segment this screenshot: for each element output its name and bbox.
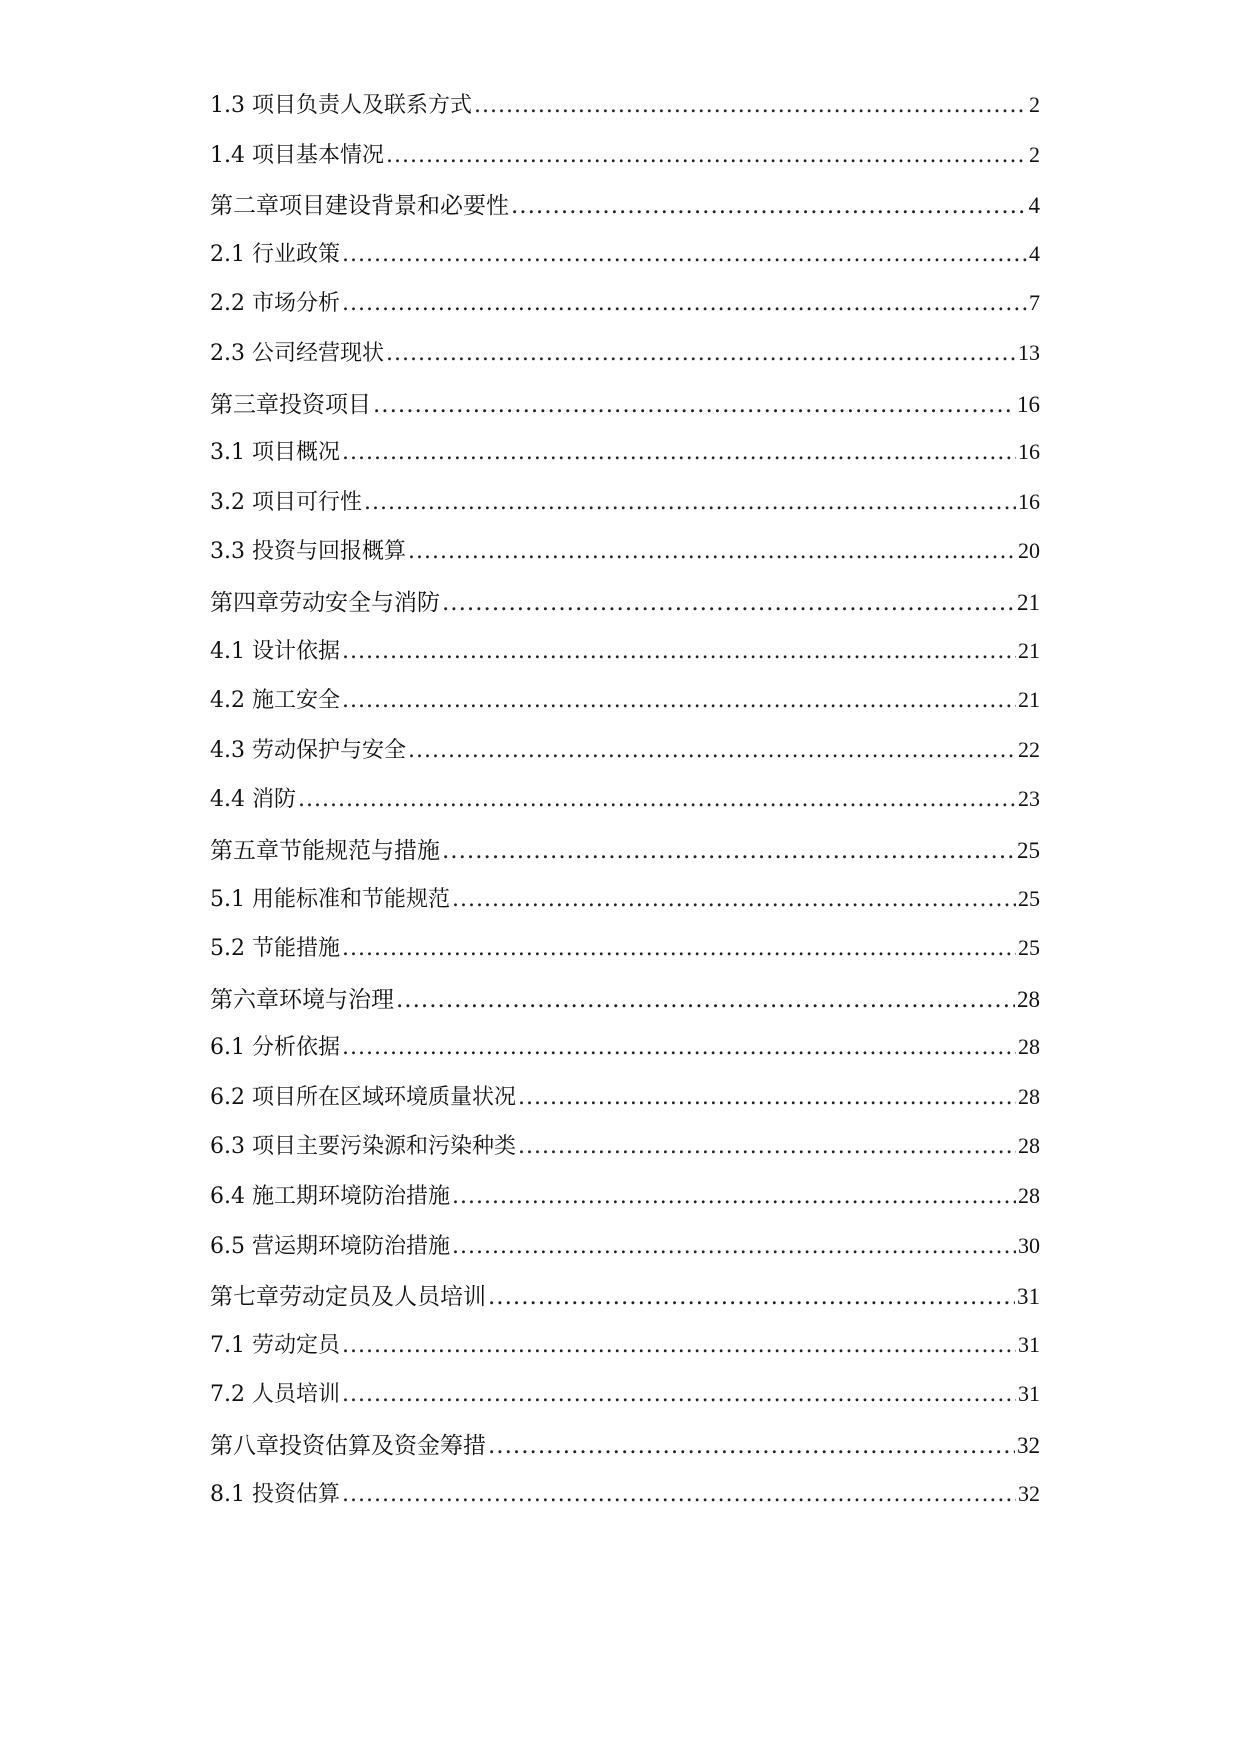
toc-entry-title: 5.2 节能措施 [210,936,340,962]
toc-leader-dots [511,193,1027,219]
toc-leader-dots [373,392,1015,418]
toc-entry-title: 2.1 行业政策 [210,241,340,267]
toc-leader-dots [342,936,1016,961]
toc-entry-title: 7.1 劳动定员 [210,1332,340,1358]
toc-entry-title: 4.3 劳动保护与安全 [210,737,406,763]
toc-entry[interactable] [210,435,1040,485]
toc-entry-page: 4 [1029,240,1040,266]
toc-entry[interactable] [210,1179,1040,1229]
toc-entry-title: 3.3 投资与回报概算 [210,539,406,565]
toc-entry-page: 31 [1018,1331,1040,1357]
toc-leader-dots [474,93,1027,118]
toc-entry[interactable] [210,237,1040,287]
toc-entry-title: 第五章节能规范与措施 [210,837,440,864]
toc-entry-page: 21 [1018,687,1040,713]
toc-entry-chapter[interactable] [210,386,1040,436]
toc-entry[interactable] [210,634,1040,684]
toc-entry[interactable] [210,1030,1040,1080]
toc-leader-dots [342,1382,1016,1407]
toc-entry[interactable] [210,286,1040,336]
toc-leader-dots [408,539,1016,564]
toc-leader-dots [518,1134,1016,1159]
toc-entry-title: 6.3 项目主要污染源和污染种类 [210,1134,516,1160]
toc-entry[interactable] [210,782,1040,832]
toc-entry-page: 28 [1018,1034,1040,1060]
toc-entry-page: 20 [1018,538,1040,564]
toc-entry-page: 28 [1018,1133,1040,1159]
toc-leader-dots [452,1234,1016,1259]
toc-entry[interactable] [210,733,1040,783]
toc-leader-dots [488,1433,1015,1459]
toc-leader-dots [488,1284,1015,1310]
table-of-contents [210,88,1040,1526]
toc-entry-title: 第八章投资估算及资金筹措 [210,1433,486,1460]
toc-entry-title: 4.2 施工安全 [210,688,340,714]
toc-leader-dots [386,143,1027,168]
toc-entry[interactable] [210,534,1040,584]
toc-leader-dots [298,787,1016,812]
toc-entry-page: 21 [1017,589,1040,615]
toc-entry-page: 16 [1018,488,1040,514]
toc-entry-page: 28 [1018,1183,1040,1209]
toc-entry-page: 21 [1018,637,1040,663]
toc-entry[interactable] [210,336,1040,386]
toc-entry-title: 1.4 项目基本情况 [210,142,384,168]
toc-entry-title: 6.2 项目所在区域环境质量状况 [210,1084,516,1110]
toc-leader-dots [452,887,1016,912]
toc-entry-title: 8.1 投资估算 [210,1481,340,1507]
toc-leader-dots [342,291,1027,316]
toc-entry-page: 16 [1018,439,1040,465]
toc-leader-dots [342,440,1016,465]
toc-entry-title: 6.5 营运期环境防治措施 [210,1233,450,1259]
toc-leader-dots [342,639,1016,664]
toc-entry-page: 25 [1018,935,1040,961]
toc-leader-dots [342,1482,1016,1507]
toc-entry[interactable] [210,1129,1040,1179]
toc-entry[interactable] [210,1328,1040,1378]
toc-entry[interactable] [210,485,1040,535]
toc-entry-page: 32 [1018,1480,1040,1506]
toc-entry-title: 第二章项目建设背景和必要性 [210,193,509,220]
toc-entry-page: 23 [1018,786,1040,812]
toc-entry-page: 7 [1029,290,1040,316]
toc-leader-dots [342,1035,1016,1060]
toc-entry-page: 2 [1029,141,1040,167]
toc-entry-title: 第六章环境与治理 [210,986,394,1013]
toc-leader-dots [386,341,1016,366]
toc-leader-dots [342,1333,1016,1358]
toc-leader-dots [342,688,1016,713]
toc-entry-title: 3.1 项目概况 [210,440,340,466]
toc-entry[interactable] [210,1229,1040,1279]
toc-entry[interactable] [210,931,1040,981]
toc-entry-page: 16 [1017,391,1040,417]
toc-entry[interactable] [210,1377,1040,1427]
toc-entry-page: 28 [1017,986,1040,1012]
toc-entry-page: 30 [1018,1232,1040,1258]
toc-entry[interactable] [210,88,1040,138]
toc-entry-title: 5.1 用能标准和节能规范 [210,886,450,912]
toc-leader-dots [408,738,1016,763]
toc-entry-title: 第三章投资项目 [210,391,371,418]
toc-entry-page: 13 [1018,339,1040,365]
toc-entry-chapter[interactable] [210,832,1040,882]
toc-entry-title: 4.4 消防 [210,787,296,813]
toc-entry-chapter[interactable] [210,1427,1040,1477]
toc-entry-title: 第四章劳动安全与消防 [210,589,440,616]
toc-leader-dots [518,1085,1016,1110]
toc-leader-dots [396,987,1015,1013]
toc-entry[interactable] [210,1477,1040,1527]
toc-entry-chapter[interactable] [210,187,1040,237]
toc-entry-title: 1.3 项目负责人及联系方式 [210,93,472,118]
toc-entry[interactable] [210,138,1040,188]
toc-entry-title: 7.2 人员培训 [210,1382,340,1408]
toc-entry[interactable] [210,882,1040,932]
toc-leader-dots [452,1184,1016,1209]
toc-entry-page: 4 [1028,193,1040,219]
toc-entry-page: 25 [1017,837,1040,863]
toc-entry[interactable] [210,1080,1040,1130]
toc-entry-title: 6.1 分析依据 [210,1035,340,1061]
toc-leader-dots [442,838,1015,864]
toc-entry-page: 25 [1018,885,1040,911]
toc-entry-chapter[interactable] [210,1278,1040,1328]
toc-entry-chapter[interactable] [210,584,1040,634]
toc-entry-page: 28 [1018,1083,1040,1109]
toc-entry-page: 2 [1029,92,1040,117]
toc-entry-chapter[interactable] [210,981,1040,1031]
toc-entry-page: 32 [1017,1433,1040,1459]
toc-entry-title: 第七章劳动定员及人员培训 [210,1284,486,1311]
toc-entry-title: 4.1 设计依据 [210,638,340,664]
toc-leader-dots [342,242,1027,267]
toc-leader-dots [364,490,1016,515]
toc-entry-title: 2.2 市场分析 [210,291,340,317]
toc-entry-title: 6.4 施工期环境防治措施 [210,1184,450,1210]
toc-leader-dots [442,590,1015,616]
toc-entry-page: 22 [1018,736,1040,762]
toc-entry[interactable] [210,683,1040,733]
toc-entry-title: 3.2 项目可行性 [210,489,362,515]
toc-entry-page: 31 [1018,1381,1040,1407]
toc-entry-title: 2.3 公司经营现状 [210,340,384,366]
toc-entry-page: 31 [1017,1284,1040,1310]
